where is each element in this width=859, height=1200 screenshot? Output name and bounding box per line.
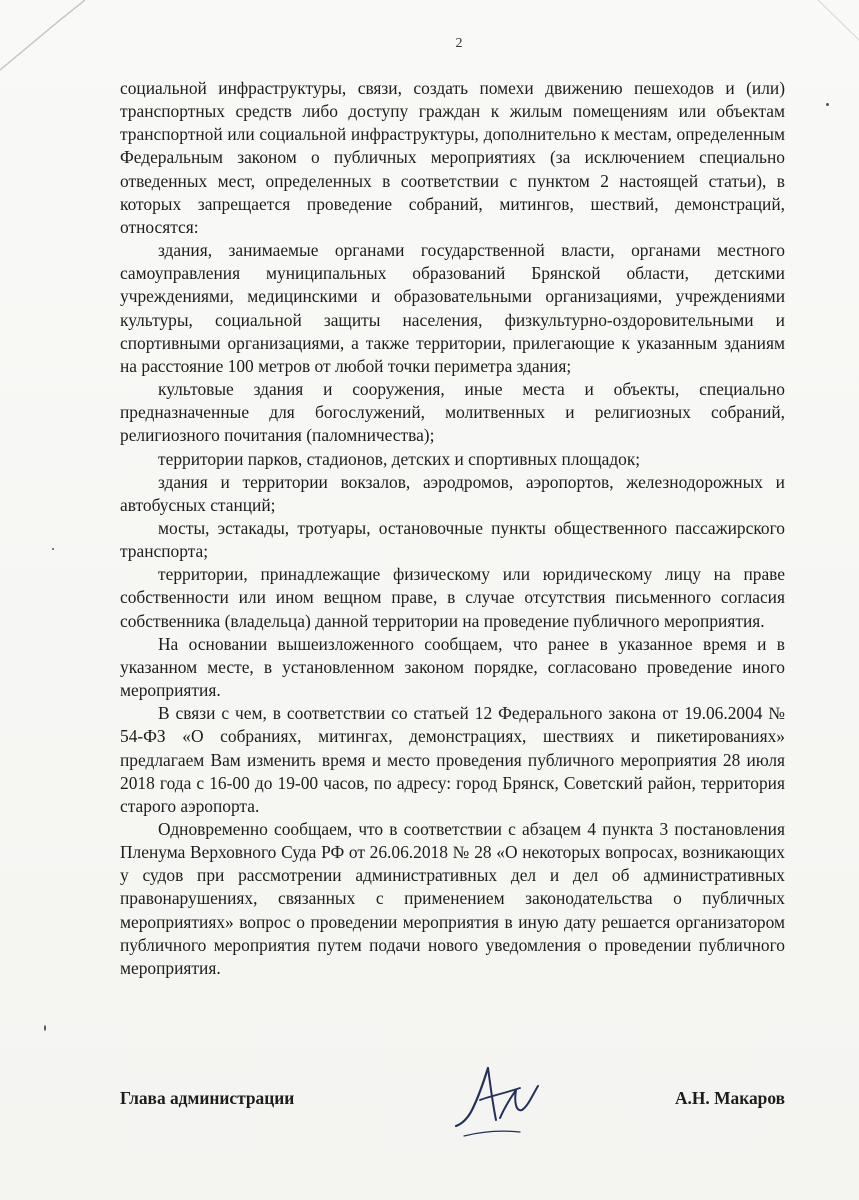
paragraph-4: территории парков, стадионов, детских и спортивных площадок; [158, 448, 641, 469]
scan-speck [826, 103, 829, 106]
paragraph-6: мосты, эстакады, тротуары, остановочные пункты общественного пассажирского транспорта; [120, 517, 785, 562]
page-number: 2 [455, 36, 463, 51]
paragraph-5: здания и территории вокзалов, аэродромов, аэропортов, железнодорожных и автобусных станций; [120, 471, 785, 515]
signature-block [120, 1088, 785, 1118]
paragraph-7: территории, принадлежащие физическому или юридическому лицу на праве собственности или ином вещном праве, в случае отсутствия письменного согласия собственника (владельца) данной территории на проведение публичного мероприятия. [120, 564, 785, 631]
paragraph-1: социальной инфраструктуры, связи, создать помехи движению пешеходов и (или) транспортных средств либо доступу граждан к жилым помещениям или объектам транспортной или социальной инфраструктуры, дополнительно к местам, определенным Федеральным законом о публичных мероприятиях (за исключением специально отведенных мест, определенных в соответствии с пунктом 2 настоящей статьи), в которых запрещается проведение собраний, митингов, шествий, демонстраций, относятся: [120, 78, 785, 237]
paragraph-10: Одновременно сообщаем, что в соответствии с абзацем 4 пункта 3 постановления Пленума Верховного Суда РФ от 26.06.2018 № 28 «О некоторых вопросах, возникающих у судов при рассмотрении административных дел и дел об административных правонарушениях, связанных с применением законодательства о публичных мероприятиях» вопрос о проведении мероприятия в иную дату решается организатором публичного мероприятия путем подачи нового уведомления о проведении публичного мероприятия. [120, 819, 785, 978]
paragraph-3: культовые здания и сооружения, иные места и объекты, специально предназначенные для богослужений, молитвенных и религиозных собраний, религиозного почитания (паломничества); [120, 379, 785, 446]
signatory-name: А.Н. Макаров [674, 1088, 785, 1108]
paragraph-9: В связи с чем, в соответствии со статьей 12 Федерального закона от 19.06.2004 № 54-ФЗ «О собраниях, митингах, демонстрациях, шествиях и пикетированиях» предлагаем Вам изменить время и место проведения публичного мероприятия 28 июля 2018 года с 16-00 до 19-00 часов, по адресу: город Брянск, Советский район, территория старого аэропорта. [120, 703, 785, 816]
paragraph-2: здания, занимаемые органами государственной власти, органами местного самоуправления муниципальных образований Брянской области, детскими учреждениями, медицинскими и образовательными организациями, учреждениями культуры, социальной защиты населения, физкультурно-оздоровительными и спортивными организациями, а также территории, прилегающие к указанным зданиям на расстояние 100 метров от любой точки периметра здания; [120, 240, 785, 376]
letter-body [120, 77, 785, 980]
scan-speck [52, 548, 54, 550]
scan-speck [44, 1025, 46, 1031]
paragraph-8: На основании вышеизложенного сообщаем, что ранее в указанное время и в указанном месте, в установленном законом порядке, согласовано проведение иного мероприятия. [120, 633, 785, 701]
signatory-title: Глава администрации [120, 1088, 295, 1108]
